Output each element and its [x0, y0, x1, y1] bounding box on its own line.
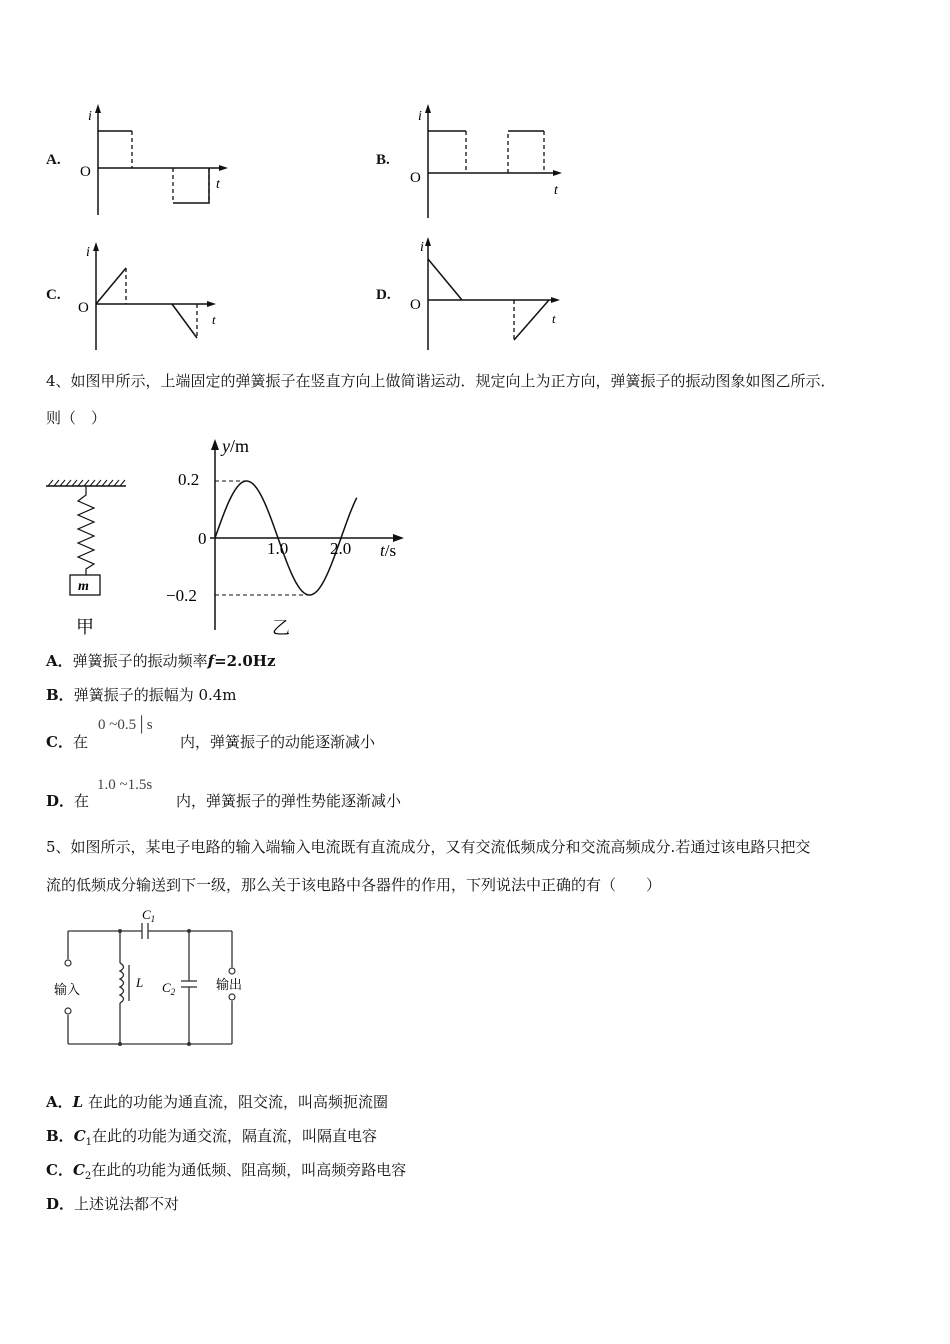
axis-t-label: t [212, 312, 216, 327]
input-label: 输入 [54, 982, 81, 997]
q3-option-b-label[interactable]: B. [376, 152, 390, 168]
q5-option-a[interactable]: A．L 在此的功能为通直流，阻交流，叫高频扼流圈 [46, 1093, 388, 1111]
q4-option-a[interactable]: A．弹簧振子的振动频率f=2.0Hz [46, 652, 276, 670]
x-axis-label: t/s [380, 541, 397, 560]
q5-stem-line2: 流的低频成分输送到下一级，那么关于该电路中各器件的作用，下列说法中正确的有（ ） [46, 876, 662, 894]
x-tick-2.0: 2.0 [330, 539, 352, 558]
axis-i-label: i [420, 240, 424, 255]
axis-t-label: t [216, 177, 220, 192]
option-label: C． [46, 1161, 73, 1179]
origin-label: O [80, 164, 91, 180]
q4-option-b[interactable]: B．弹簧振子的振幅为 0.4m [46, 686, 237, 704]
axis-i-label: i [86, 245, 90, 260]
q5-option-d[interactable]: D．上述说法都不对 [46, 1195, 180, 1213]
q3-option-c-label[interactable]: C. [46, 287, 61, 303]
y-axis-label: y/m [222, 436, 250, 456]
origin-label: O [78, 300, 89, 316]
q3-graph-b [406, 100, 576, 225]
q4-option-c-rest: 内，弹簧振子的动能逐渐减小 [180, 733, 376, 751]
option-label: D． [46, 792, 75, 810]
q4-option-d-range: 1.0 ~1.5s [97, 777, 153, 793]
l-label: L [136, 975, 144, 990]
mass-label: m [78, 579, 89, 594]
option-label: C． [46, 733, 73, 751]
q3-option-a-label[interactable]: A. [46, 152, 61, 168]
figure-yi-caption: 乙 [272, 618, 290, 638]
option-label: A． [46, 652, 73, 670]
c2-label: $C_2$ [162, 980, 176, 997]
figure-jia-spring [40, 475, 135, 640]
q4-stem-line1: 4、如图甲所示，上端固定的弹簧振子在竖直方向上做简谐运动．规定向上为正方向，弹簧振子的振动图象如图乙所示． [46, 372, 836, 390]
circuit-diagram [48, 905, 258, 1055]
origin-label: O [410, 170, 421, 186]
option-label: D． [46, 1195, 75, 1213]
q4-option-c[interactable]: C．在 [46, 733, 88, 751]
y-tick-0: 0 [198, 529, 207, 548]
output-label: 输出 [216, 977, 243, 992]
figure-jia-caption: 甲 [76, 617, 94, 637]
option-label: B． [46, 1127, 74, 1145]
figure-yi-graph [160, 432, 410, 642]
q3-option-d-label[interactable]: D. [376, 287, 391, 303]
q4-stem-line2: 则（ ） [46, 409, 107, 427]
q4-option-d[interactable]: D．在 [46, 792, 90, 810]
option-label: A． [46, 1093, 73, 1111]
q3-graph-a [76, 100, 236, 220]
c1-label: $C_1$ [142, 907, 156, 924]
axis-i-label: i [88, 109, 92, 124]
y-tick-minus-0.2: −0.2 [166, 586, 197, 605]
q5-option-c[interactable]: C．$C_2$在此的功能为通低频、阻高频，叫高频旁路电容 [46, 1161, 407, 1182]
axis-t-label: t [554, 183, 558, 198]
y-tick-0.2: 0.2 [178, 470, 200, 489]
q4-option-c-range: 0 ~0.5│s [98, 717, 153, 733]
q3-graph-d [406, 233, 571, 353]
axis-t-label: t [552, 311, 556, 326]
q5-option-b[interactable]: B．$C_1$在此的功能为通交流，隔直流，叫隔直电容 [46, 1127, 378, 1148]
axis-i-label: i [418, 109, 422, 124]
q3-graph-c [76, 238, 236, 353]
q5-stem-line1: 5、如图所示，某电子电路的输入端输入电流既有直流成分，又有交流低频成分和交流高频成分.若通过该电路只把交 [46, 838, 811, 856]
origin-label: O [410, 297, 421, 313]
q4-option-d-rest: 内，弹簧振子的弹性势能逐渐减小 [176, 792, 402, 810]
x-tick-1.0: 1.0 [267, 539, 289, 558]
option-label: B． [46, 686, 74, 704]
